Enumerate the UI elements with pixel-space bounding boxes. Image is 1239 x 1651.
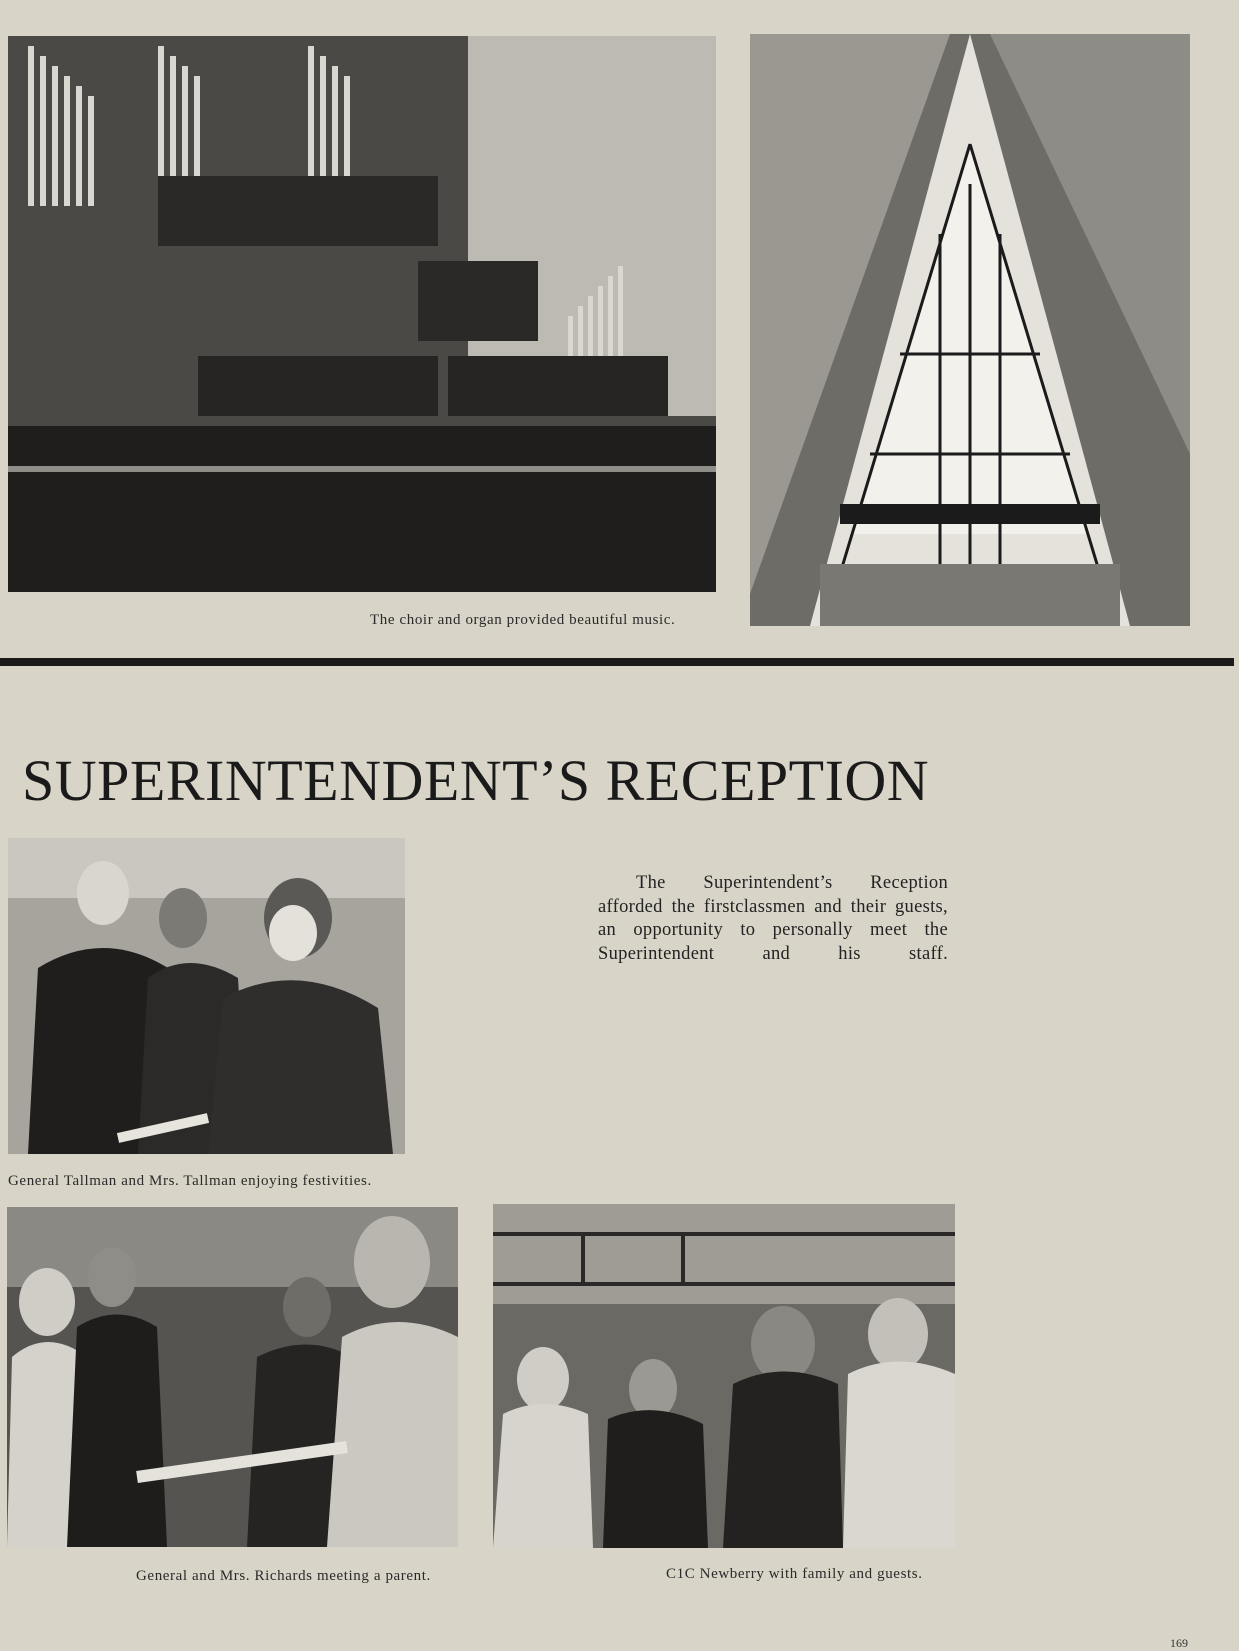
page-number: 169 <box>1170 1636 1188 1650</box>
tallman-photo <box>8 838 405 1154</box>
newberry-photo <box>493 1204 955 1548</box>
choir-organ-photo <box>8 36 716 592</box>
article-body: The Superintendent’s Reception afforded the firstclassmen and their guests, an opportunity to personally meet the Superintendent and his staff. <box>598 873 948 964</box>
chapel-interior-photo <box>750 34 1190 626</box>
tallman-caption: General Tallman and Mrs. Tallman enjoying festivities. <box>8 1173 372 1189</box>
richards-caption: General and Mrs. Richards meeting a parent. <box>136 1568 431 1584</box>
page-title: SUPERINTENDENT’S RECEPTION <box>22 748 930 813</box>
richards-photo <box>7 1207 458 1547</box>
newberry-caption: C1C Newberry with family and guests. <box>666 1566 923 1582</box>
choir-organ-caption: The choir and organ provided beautiful music. <box>370 612 676 628</box>
section-divider <box>0 658 1234 666</box>
